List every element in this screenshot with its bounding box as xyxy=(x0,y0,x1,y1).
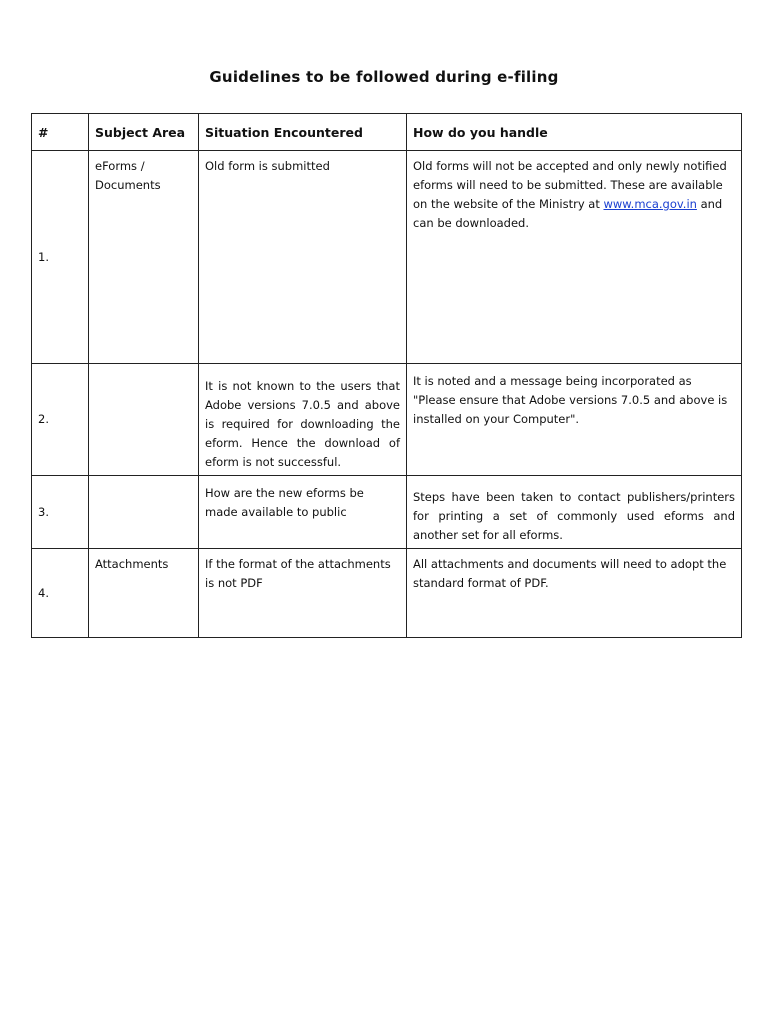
row-situation: It is not known to the users that Adobe versions 7.0.5 and above is required for downloading the eform. Hence the download of eform is not successful. xyxy=(199,364,407,476)
row-handling: Steps have been taken to contact publishers/printers for printing a set of commonly used eforms and another set for all eforms. xyxy=(407,476,742,549)
row-subject-area: Attachments xyxy=(89,549,199,638)
table-row xyxy=(32,364,742,476)
guidelines-table xyxy=(31,113,742,638)
row-number: 3. xyxy=(32,476,89,549)
row-handling xyxy=(407,151,742,364)
row-number: 1. xyxy=(32,151,89,364)
table-row xyxy=(32,151,742,364)
header-how-do-you-handle: How do you handle xyxy=(407,114,742,151)
header-subject-area: Subject Area xyxy=(89,114,199,151)
row-number: 2. xyxy=(32,364,89,476)
row-number: 4. xyxy=(32,549,89,638)
header-situation-encountered: Situation Encountered xyxy=(199,114,407,151)
table-row xyxy=(32,549,742,638)
row-handling: It is noted and a message being incorporated as "Please ensure that Adobe versions 7.0.5 and above is installed on your Computer". xyxy=(407,364,742,476)
row-situation: If the format of the attachments is not PDF xyxy=(199,549,407,638)
row-handling: All attachments and documents will need to adopt the standard format of PDF. xyxy=(407,549,742,638)
page-title: Guidelines to be followed during e-filing xyxy=(209,68,559,86)
handling-text-continued: and can be downloaded. xyxy=(413,197,723,230)
table-header-row xyxy=(32,114,742,151)
row-subject-area xyxy=(89,476,199,549)
row-situation: How are the new eforms be made available to public xyxy=(199,476,407,549)
mca-website-link[interactable]: www.mca.gov.in xyxy=(603,197,697,211)
table-row xyxy=(32,476,742,549)
row-subject-area: eForms / Documents xyxy=(89,151,199,364)
header-number: # xyxy=(32,114,89,151)
row-subject-area xyxy=(89,364,199,476)
handling-text: Old forms will not be accepted and only newly notified eforms will need to be submitted. These are available on the website of the Ministry at xyxy=(413,159,727,211)
row-situation: Old form is submitted xyxy=(199,151,407,364)
